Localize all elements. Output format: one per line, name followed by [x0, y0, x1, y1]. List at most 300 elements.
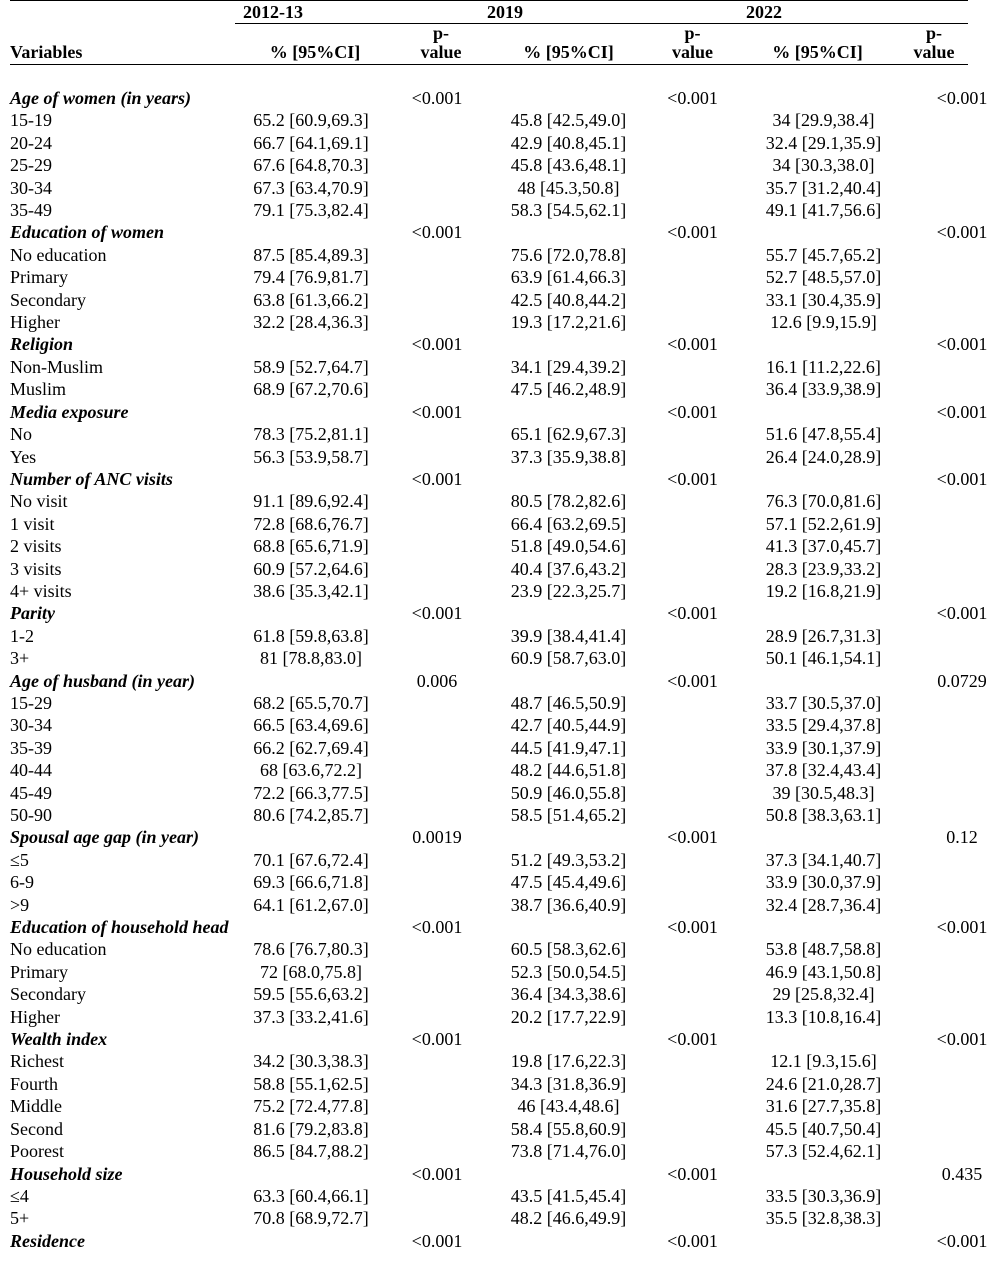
table-row	[10, 737, 968, 759]
section-title: Household size	[10, 1163, 123, 1184]
row-label: 15-29	[10, 692, 52, 713]
row-label: 3+	[10, 648, 30, 669]
table-row	[10, 1140, 968, 1162]
estimate-ci: 47.5 [46.2,48.9]	[510, 379, 627, 400]
estimate-ci: 68 [63.6,72.2]	[260, 760, 362, 781]
blank-cell	[650, 513, 735, 535]
blank-cell	[900, 692, 968, 714]
estimate-ci: 59.5 [55.6,63.2]	[253, 984, 369, 1005]
p-header-2022: p- value	[900, 24, 968, 65]
table-row	[10, 177, 968, 199]
blank-cell	[650, 849, 735, 871]
blank-cell	[395, 759, 487, 781]
table-row	[10, 1185, 968, 1207]
blank-cell	[900, 177, 968, 199]
table-row	[10, 692, 968, 714]
blank-cell	[487, 916, 650, 938]
blank-cell	[900, 154, 968, 176]
blank-cell	[235, 1028, 395, 1050]
p-value: <0.001	[411, 222, 463, 243]
estimate-ci: 58.9 [52.7,64.7]	[253, 356, 369, 377]
blank-cell	[650, 983, 735, 1005]
estimate-ci: 55.7 [45.7,65.2]	[765, 244, 882, 265]
blank-cell	[900, 199, 968, 221]
blank-cell	[235, 826, 395, 848]
year-2019: 2019	[487, 1, 650, 24]
p-value: 0.12	[946, 827, 978, 848]
estimate-ci: 50.8 [38.3,63.1]	[765, 805, 882, 825]
year-spacer	[650, 1, 735, 24]
p-value: <0.001	[667, 1029, 718, 1050]
year-header-row	[10, 1, 968, 24]
blank-cell	[395, 1185, 487, 1207]
blank-cell	[735, 1230, 900, 1252]
estimate-ci: 45.8 [42.5,49.0]	[510, 110, 627, 131]
blank-cell	[395, 1095, 487, 1117]
p-value: <0.001	[667, 88, 718, 108]
estimate-ci: 26.4 [24.0,28.9]	[765, 446, 882, 467]
table-row	[10, 804, 968, 826]
section-row	[10, 401, 968, 423]
estimate-ci: 20.2 [17.7,22.9]	[510, 1006, 627, 1027]
estimate-ci: 32.4 [28.7,36.4]	[765, 894, 882, 915]
blank-cell	[735, 826, 900, 848]
estimate-ci: 87.5 [85.4,89.3]	[253, 244, 369, 265]
table-row	[10, 1006, 968, 1028]
blank-cell	[900, 849, 968, 871]
estimate-ci: 58.5 [51.4,65.2]	[510, 805, 627, 825]
blank-cell	[487, 602, 650, 624]
blank-cell	[10, 1, 235, 24]
estimate-ci: 34 [30.3,38.0]	[772, 155, 875, 176]
estimate-ci: 79.1 [75.3,82.4]	[253, 200, 369, 221]
estimate-ci: 19.3 [17.2,21.6]	[510, 312, 627, 333]
blank-cell	[650, 356, 735, 378]
estimate-ci: 39.9 [38.4,41.4]	[510, 625, 627, 646]
blank-cell	[650, 580, 735, 602]
p-value: <0.001	[936, 222, 988, 243]
row-label: 1 visit	[10, 513, 55, 534]
blank-cell	[650, 714, 735, 736]
p-value: <0.001	[936, 468, 988, 489]
row-label: 15-19	[10, 110, 52, 131]
row-label: 6-9	[10, 872, 34, 893]
blank-cell	[650, 132, 735, 154]
estimate-ci: 36.4 [34.3,38.6]	[510, 984, 627, 1005]
blank-cell	[650, 177, 735, 199]
estimate-ci: 31.6 [27.7,35.8]	[765, 1096, 882, 1117]
estimate-ci: 60.5 [58.3,62.6]	[510, 939, 627, 960]
blank-cell	[735, 401, 900, 423]
row-label: 40-44	[10, 760, 52, 781]
estimate-ci: 36.4 [33.9,38.9]	[765, 379, 882, 400]
ci-header-2019: % [95%CI]	[487, 24, 650, 65]
section-row	[10, 670, 968, 692]
p-value: <0.001	[411, 468, 463, 489]
row-label: 2 visits	[10, 536, 62, 557]
section-title: Number of ANC visits	[10, 468, 173, 489]
table-row	[10, 266, 968, 288]
blank-cell	[735, 1028, 900, 1050]
estimate-ci: 67.3 [63.4,70.9]	[253, 177, 369, 198]
blank-cell	[900, 1207, 968, 1229]
section-title: Residence	[10, 1230, 85, 1251]
estimate-ci: 65.1 [62.9,67.3]	[510, 424, 627, 445]
estimate-ci: 35.7 [31.2,40.4]	[765, 177, 882, 198]
p-value: <0.001	[411, 603, 463, 624]
blank-cell	[900, 311, 968, 333]
estimate-ci: 72 [68.0,75.8]	[260, 961, 362, 982]
blank-cell	[900, 804, 968, 826]
table-row	[10, 154, 968, 176]
estimate-ci: 60.9 [58.7,63.0]	[510, 648, 627, 669]
estimate-ci: 12.1 [9.3,15.6]	[770, 1051, 877, 1072]
blank-cell	[395, 356, 487, 378]
estimate-ci: 64.1 [61.2,67.0]	[253, 894, 369, 915]
estimate-ci: 34 [29.9,38.4]	[772, 110, 875, 131]
p-value: <0.001	[936, 1230, 988, 1251]
ci-header-2012: % [95%CI]	[235, 24, 395, 65]
table-row	[10, 647, 968, 669]
estimate-ci: 41.3 [37.0,45.7]	[765, 536, 882, 557]
table-row	[10, 782, 968, 804]
blank-cell	[487, 333, 650, 355]
estimate-ci: 52.3 [50.0,54.5]	[510, 961, 627, 982]
p-value: <0.001	[667, 603, 718, 624]
blank-cell	[650, 535, 735, 557]
blank-cell	[395, 580, 487, 602]
estimate-ci: 80.5 [78.2,82.6]	[510, 491, 627, 512]
section-title: Age of women (in years)	[10, 88, 191, 108]
table-row	[10, 1095, 968, 1117]
section-title: Wealth index	[10, 1029, 108, 1050]
blank-cell	[650, 871, 735, 893]
estimate-ci: 44.5 [41.9,47.1]	[510, 737, 627, 758]
blank-cell	[735, 916, 900, 938]
column-header-row	[10, 24, 968, 65]
row-label: Poorest	[10, 1141, 64, 1162]
spacer-row	[10, 65, 968, 88]
estimate-ci: 91.1 [89.6,92.4]	[253, 491, 369, 512]
estimate-ci: 40.4 [37.6,43.2]	[510, 558, 627, 579]
section-row	[10, 1230, 968, 1252]
row-label: 20-24	[10, 132, 52, 153]
p-value: <0.001	[411, 88, 463, 108]
p-value: <0.001	[936, 603, 988, 624]
estimate-ci: 56.3 [53.9,58.7]	[253, 446, 369, 467]
section-title: Education of household head	[10, 917, 229, 938]
blank-cell	[900, 446, 968, 468]
blank-cell	[650, 423, 735, 445]
p-value: <0.001	[667, 1230, 718, 1251]
table-row	[10, 132, 968, 154]
estimate-ci: 53.8 [48.7,58.8]	[765, 939, 882, 960]
blank-cell	[395, 647, 487, 669]
table-row	[10, 378, 968, 400]
blank-cell	[235, 87, 395, 109]
estimate-ci: 38.6 [35.3,42.1]	[253, 580, 369, 601]
table-row	[10, 558, 968, 580]
row-label: Secondary	[10, 984, 86, 1005]
p-header-2012: p- value	[395, 24, 487, 65]
section-row	[10, 1163, 968, 1185]
blank-cell	[900, 782, 968, 804]
blank-cell	[487, 87, 650, 109]
blank-cell	[487, 401, 650, 423]
estimate-ci: 12.6 [9.9,15.9]	[770, 312, 877, 333]
blank-cell	[900, 983, 968, 1005]
blank-cell	[900, 378, 968, 400]
blank-cell	[487, 826, 650, 848]
blank-cell	[900, 266, 968, 288]
row-label: ≤5	[10, 849, 29, 870]
blank-cell	[395, 1118, 487, 1140]
blank-cell	[900, 423, 968, 445]
row-label: 45-49	[10, 782, 52, 803]
estimate-ci: 66.7 [64.1,69.1]	[253, 132, 369, 153]
table-row	[10, 199, 968, 221]
estimate-ci: 49.1 [41.7,56.6]	[765, 200, 882, 221]
estimate-ci: 48.7 [46.5,50.9]	[510, 692, 627, 713]
row-label: 25-29	[10, 155, 52, 176]
estimate-ci: 81.6 [79.2,83.8]	[253, 1118, 369, 1139]
blank-cell	[900, 737, 968, 759]
table-row	[10, 446, 968, 468]
blank-cell	[900, 1095, 968, 1117]
section-row	[10, 916, 968, 938]
blank-cell	[900, 647, 968, 669]
estimate-ci: 46 [43.4,48.6]	[517, 1096, 620, 1117]
row-label: 30-34	[10, 177, 52, 198]
blank-cell	[650, 804, 735, 826]
table-row	[10, 714, 968, 736]
p-value: <0.001	[411, 917, 463, 938]
year-spacer	[900, 1, 968, 24]
table-row	[10, 625, 968, 647]
data-table	[10, 0, 988, 1252]
table-row	[10, 490, 968, 512]
estimate-ci: 58.8 [55.1,62.5]	[253, 1073, 369, 1094]
blank-cell	[650, 737, 735, 759]
estimate-ci: 34.3 [31.8,36.9]	[510, 1073, 627, 1094]
estimate-ci: 79.4 [76.9,81.7]	[253, 267, 369, 288]
estimate-ci: 86.5 [84.7,88.2]	[253, 1141, 369, 1162]
blank-cell	[395, 871, 487, 893]
estimate-ci: 57.1 [52.2,61.9]	[765, 513, 882, 534]
p-value: <0.001	[936, 401, 988, 422]
row-label: 5+	[10, 1208, 30, 1229]
blank-cell	[487, 1163, 650, 1185]
estimate-ci: 19.2 [16.8,21.9]	[765, 580, 882, 601]
p-value: <0.001	[411, 1029, 463, 1050]
row-label: Muslim	[10, 379, 67, 400]
estimate-ci: 48 [45.3,50.8]	[517, 177, 620, 198]
blank-cell	[395, 938, 487, 960]
row-label: Higher	[10, 1006, 60, 1027]
estimate-ci: 32.2 [28.4,36.3]	[253, 312, 369, 333]
table-row	[10, 244, 968, 266]
blank-cell	[900, 490, 968, 512]
blank-cell	[395, 513, 487, 535]
estimate-ci: 28.3 [23.9,33.2]	[765, 558, 882, 579]
blank-cell	[650, 1140, 735, 1162]
p-value: <0.001	[411, 1163, 463, 1184]
blank-cell	[650, 378, 735, 400]
blank-cell	[900, 289, 968, 311]
blank-cell	[395, 132, 487, 154]
blank-cell	[395, 378, 487, 400]
blank-cell	[650, 1207, 735, 1229]
blank-cell	[650, 199, 735, 221]
blank-cell	[395, 625, 487, 647]
estimate-ci: 42.7 [40.5,44.9]	[510, 715, 627, 736]
estimate-ci: 33.5 [30.3,36.9]	[765, 1185, 882, 1206]
blank-cell	[395, 804, 487, 826]
blank-cell	[650, 109, 735, 131]
estimate-ci: 66.4 [63.2,69.5]	[510, 513, 627, 534]
estimate-ci: 46.9 [43.1,50.8]	[765, 961, 882, 982]
blank-cell	[395, 714, 487, 736]
p-value: <0.001	[667, 1163, 718, 1184]
p-value: <0.001	[411, 334, 463, 355]
blank-cell	[650, 961, 735, 983]
estimate-ci: 39 [30.5,48.3]	[772, 782, 875, 803]
row-label: No education	[10, 244, 107, 265]
blank-cell	[235, 916, 395, 938]
section-title: Education of women	[10, 222, 165, 243]
estimate-ci: 68.2 [65.5,70.7]	[253, 692, 369, 713]
row-label: 50-90	[10, 805, 52, 825]
estimate-ci: 34.2 [30.3,38.3]	[253, 1051, 369, 1072]
section-row	[10, 87, 968, 109]
p-value: 0.0729	[937, 670, 987, 691]
estimate-ci: 16.1 [11.2,22.6]	[766, 356, 881, 377]
blank-cell	[395, 154, 487, 176]
estimate-ci: 68.8 [65.6,71.9]	[253, 536, 369, 557]
estimate-ci: 78.3 [75.2,81.1]	[253, 424, 369, 445]
section-title: Media exposure	[10, 401, 129, 422]
estimate-ci: 45.8 [43.6,48.1]	[510, 155, 627, 176]
blank-cell	[395, 446, 487, 468]
row-label: ≤4	[10, 1185, 29, 1206]
estimate-ci: 42.5 [40.8,44.2]	[510, 289, 627, 310]
blank-cell	[395, 423, 487, 445]
estimate-ci: 58.4 [55.8,60.9]	[510, 1118, 627, 1139]
row-label: 3 visits	[10, 558, 62, 579]
blank-cell	[900, 513, 968, 535]
table-row	[10, 871, 968, 893]
table-row	[10, 311, 968, 333]
blank-cell	[650, 490, 735, 512]
estimate-ci: 60.9 [57.2,64.6]	[253, 558, 369, 579]
row-label: Higher	[10, 312, 60, 333]
table-row	[10, 938, 968, 960]
blank-cell	[900, 1050, 968, 1072]
row-label: 35-49	[10, 200, 52, 221]
p-value: <0.001	[936, 88, 988, 108]
blank-cell	[395, 1207, 487, 1229]
estimate-ci: 19.8 [17.6,22.3]	[510, 1051, 627, 1072]
table-body	[10, 87, 988, 1252]
table-row	[10, 894, 968, 916]
p-value: <0.001	[667, 827, 718, 848]
blank-cell	[650, 1095, 735, 1117]
estimate-ci: 80.6 [74.2,85.7]	[253, 805, 369, 825]
estimate-ci: 63.9 [61.4,66.3]	[510, 267, 627, 288]
table-row	[10, 513, 968, 535]
estimate-ci: 75.2 [72.4,77.8]	[253, 1096, 369, 1117]
estimate-ci: 72.2 [66.3,77.5]	[253, 782, 369, 803]
row-label: >9	[10, 894, 30, 915]
blank-cell	[395, 244, 487, 266]
blank-cell	[650, 1006, 735, 1028]
blank-cell	[650, 625, 735, 647]
blank-cell	[395, 1050, 487, 1072]
row-label: Fourth	[10, 1073, 59, 1094]
blank-cell	[235, 401, 395, 423]
row-label: 35-39	[10, 737, 52, 758]
blank-cell	[235, 221, 395, 243]
table-row	[10, 535, 968, 557]
p-value: <0.001	[667, 670, 718, 691]
estimate-ci: 51.6 [47.8,55.4]	[765, 424, 882, 445]
section-row	[10, 826, 968, 848]
blank-cell	[395, 490, 487, 512]
estimate-ci: 76.3 [70.0,81.6]	[765, 491, 882, 512]
row-label: Richest	[10, 1051, 64, 1072]
blank-cell	[650, 154, 735, 176]
blank-cell	[395, 535, 487, 557]
estimate-ci: 23.9 [22.3,25.7]	[510, 580, 627, 601]
table-row	[10, 109, 968, 131]
table-row	[10, 849, 968, 871]
table-row	[10, 423, 968, 445]
estimate-ci: 66.5 [63.4,69.6]	[253, 715, 369, 736]
row-label: Middle	[10, 1096, 62, 1117]
p-value: <0.001	[411, 1230, 463, 1251]
estimate-ci: 37.3 [33.2,41.6]	[253, 1006, 369, 1027]
p-value: 0.0019	[412, 827, 462, 848]
table-row	[10, 1207, 968, 1229]
table-row	[10, 1073, 968, 1095]
blank-cell	[395, 558, 487, 580]
estimate-ci: 72.8 [68.6,76.7]	[253, 513, 369, 534]
estimate-ci: 50.9 [46.0,55.8]	[510, 782, 627, 803]
blank-cell	[235, 1230, 395, 1252]
blank-cell	[900, 1006, 968, 1028]
estimate-ci: 69.3 [66.6,71.8]	[253, 872, 369, 893]
blank-cell	[487, 670, 650, 692]
row-label: No visit	[10, 491, 68, 512]
blank-cell	[395, 289, 487, 311]
estimate-ci: 52.7 [48.5,57.0]	[765, 267, 882, 288]
blank-cell	[900, 759, 968, 781]
estimate-ci: 33.9 [30.0,37.9]	[765, 872, 882, 893]
blank-cell	[650, 558, 735, 580]
blank-cell	[735, 221, 900, 243]
row-label: 1-2	[10, 625, 34, 646]
blank-cell	[487, 1230, 650, 1252]
blank-cell	[900, 558, 968, 580]
estimate-ci: 33.9 [30.1,37.9]	[765, 737, 882, 758]
p-value: 0.435	[941, 1163, 983, 1184]
section-row	[10, 333, 968, 355]
blank-cell	[650, 1118, 735, 1140]
p-value: <0.001	[667, 401, 718, 422]
estimate-ci: 33.7 [30.5,37.0]	[765, 692, 882, 713]
estimate-ci: 33.5 [29.4,37.8]	[765, 715, 882, 736]
section-title: Religion	[10, 334, 74, 355]
